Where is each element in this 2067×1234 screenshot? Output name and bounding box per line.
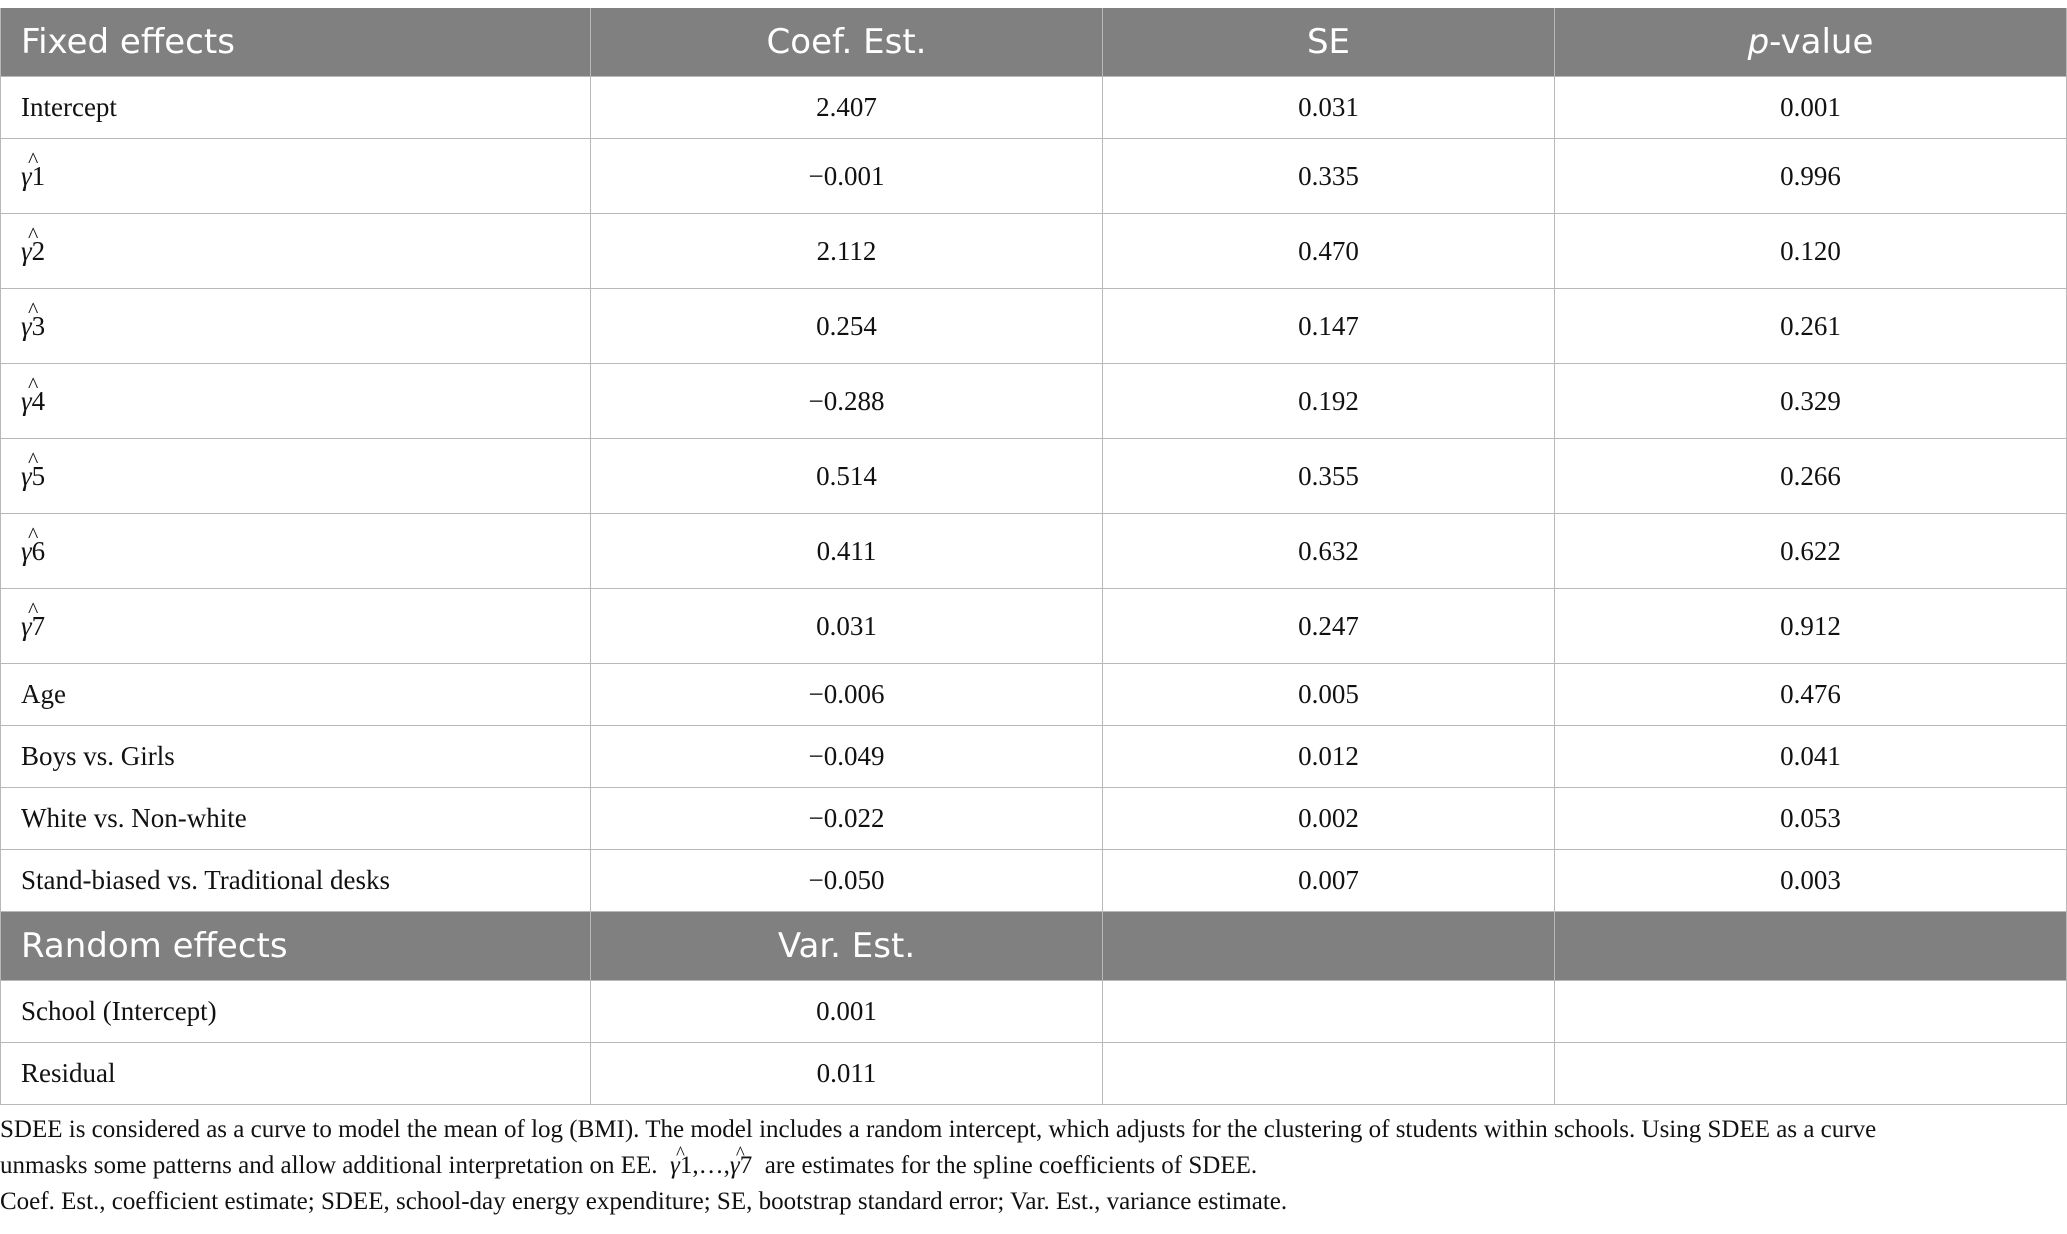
p-value-cell: 0.003 [1555, 850, 2067, 912]
gamma-hat-symbol: ^ γ [21, 161, 32, 192]
var-est-cell: 0.001 [591, 981, 1103, 1043]
p-value-cell: 0.996 [1555, 139, 2067, 214]
p-value-cell: 0.266 [1555, 439, 2067, 514]
row-label [1, 514, 591, 589]
table-row [1, 1043, 2067, 1105]
var-est-cell: 0.011 [591, 1043, 1103, 1105]
header-fixed-effects: Fixed effects [1, 8, 591, 77]
footnote-line-1: SDEE is considered as a curve to model the mean of log (BMI). The model includes a random intercept, which adjusts for the clustering of students within schools. Using SDEE as a curve [0, 1116, 1877, 1143]
p-value-cell: 0.261 [1555, 289, 2067, 364]
row-label [1, 589, 591, 664]
row-label [1, 289, 591, 364]
header-empty-4 [1555, 912, 2067, 981]
table-row [1, 514, 2067, 589]
empty-cell [1555, 1043, 2067, 1105]
table-row [1, 788, 2067, 850]
coef-est-cell: 0.031 [591, 589, 1103, 664]
header-random-effects: Random effects [1, 912, 591, 981]
row-label [1, 439, 591, 514]
row-label: Age [1, 664, 591, 726]
footnote-gamma-last-index: 7 [739, 1152, 753, 1179]
coef-est-cell: 2.112 [591, 214, 1103, 289]
coef-est-cell: 0.514 [591, 439, 1103, 514]
gamma-index: 7 [31, 610, 46, 641]
footnote-gamma-first: ^ γ [670, 1148, 680, 1184]
coef-est-cell: 0.411 [591, 514, 1103, 589]
se-cell: 0.005 [1103, 664, 1555, 726]
se-cell: 0.355 [1103, 439, 1555, 514]
header-empty-3 [1103, 912, 1555, 981]
se-cell: 0.335 [1103, 139, 1555, 214]
row-label: White vs. Non-white [1, 788, 591, 850]
footnote-gamma-first-index: 1 [679, 1152, 693, 1179]
table-row [1, 726, 2067, 788]
empty-cell [1103, 981, 1555, 1043]
footnote-ellipsis: ,…, [692, 1152, 730, 1179]
footnote-line-2-end: are estimates for the spline coefficients of SDEE. [764, 1152, 1258, 1179]
footnote-line-3: Coef. Est., coefficient estimate; SDEE, school-day energy expenditure; SE, bootstrap standard error; Var. Est., variance estimate. [0, 1188, 1288, 1215]
gamma-hat-symbol: ^ γ [21, 386, 32, 417]
random-effects-body [1, 981, 2067, 1105]
gamma-index: 5 [31, 460, 46, 491]
p-value-cell: 0.476 [1555, 664, 2067, 726]
gamma-index: 4 [31, 385, 46, 416]
table-footnotes [0, 1112, 2067, 1220]
table-row [1, 664, 2067, 726]
coef-est-cell: −0.022 [591, 788, 1103, 850]
fixed-effects-header-row [1, 8, 2067, 77]
gamma-hat-symbol: ^ γ [21, 536, 32, 567]
coef-est-cell: −0.288 [591, 364, 1103, 439]
gamma-hat-symbol: ^ γ [21, 311, 32, 342]
row-label: Boys vs. Girls [1, 726, 591, 788]
coef-est-cell: −0.006 [591, 664, 1103, 726]
empty-cell [1555, 981, 2067, 1043]
gamma-index: 2 [31, 235, 46, 266]
coef-est-cell: −0.050 [591, 850, 1103, 912]
p-value-cell: 0.001 [1555, 77, 2067, 139]
gamma-hat-symbol: ^ γ [21, 611, 32, 642]
table-row [1, 981, 2067, 1043]
p-value-cell: 0.912 [1555, 589, 2067, 664]
p-value-cell: 0.622 [1555, 514, 2067, 589]
row-label: Intercept [1, 77, 591, 139]
se-cell: 0.007 [1103, 850, 1555, 912]
se-cell: 0.247 [1103, 589, 1555, 664]
header-p-italic: p [1747, 22, 1770, 62]
footnote-gamma-last: ^ γ [730, 1148, 740, 1184]
row-label: School (Intercept) [1, 981, 591, 1043]
coef-est-cell: −0.001 [591, 139, 1103, 214]
coef-est-cell: −0.049 [591, 726, 1103, 788]
gamma-hat-symbol: ^ γ [21, 236, 32, 267]
coef-est-cell: 0.254 [591, 289, 1103, 364]
row-label [1, 214, 591, 289]
p-value-cell: 0.329 [1555, 364, 2067, 439]
empty-cell [1103, 1043, 1555, 1105]
fixed-effects-body [1, 77, 2067, 912]
header-var-est: Var. Est. [591, 912, 1103, 981]
table-row [1, 364, 2067, 439]
se-cell: 0.031 [1103, 77, 1555, 139]
header-se: SE [1103, 8, 1555, 77]
table-row [1, 214, 2067, 289]
coef-est-cell: 2.407 [591, 77, 1103, 139]
se-cell: 0.012 [1103, 726, 1555, 788]
footnote-line-2 [0, 1148, 2067, 1184]
table-row [1, 439, 2067, 514]
table-row [1, 139, 2067, 214]
gamma-index: 3 [31, 310, 46, 341]
p-value-cell: 0.041 [1555, 726, 2067, 788]
header-p-value [1555, 8, 2067, 77]
row-label: Residual [1, 1043, 591, 1105]
se-cell: 0.192 [1103, 364, 1555, 439]
gamma-hat-symbol: ^ γ [21, 461, 32, 492]
p-value-cell: 0.053 [1555, 788, 2067, 850]
p-value-cell: 0.120 [1555, 214, 2067, 289]
table-row [1, 289, 2067, 364]
table-row [1, 589, 2067, 664]
row-label: Stand-biased vs. Traditional desks [1, 850, 591, 912]
se-cell: 0.470 [1103, 214, 1555, 289]
gamma-index: 1 [31, 160, 46, 191]
results-table [0, 8, 2067, 1105]
table-row [1, 77, 2067, 139]
header-coef-est: Coef. Est. [591, 8, 1103, 77]
se-cell: 0.147 [1103, 289, 1555, 364]
se-cell: 0.002 [1103, 788, 1555, 850]
header-p-rest: -value [1769, 22, 1874, 62]
se-cell: 0.632 [1103, 514, 1555, 589]
footnote-line-2-start: unmasks some patterns and allow additional interpretation on EE. [0, 1152, 658, 1179]
random-effects-header-row [1, 912, 2067, 981]
results-table-container [0, 8, 2067, 1105]
table-row [1, 850, 2067, 912]
row-label [1, 364, 591, 439]
row-label [1, 139, 591, 214]
gamma-index: 6 [31, 535, 46, 566]
